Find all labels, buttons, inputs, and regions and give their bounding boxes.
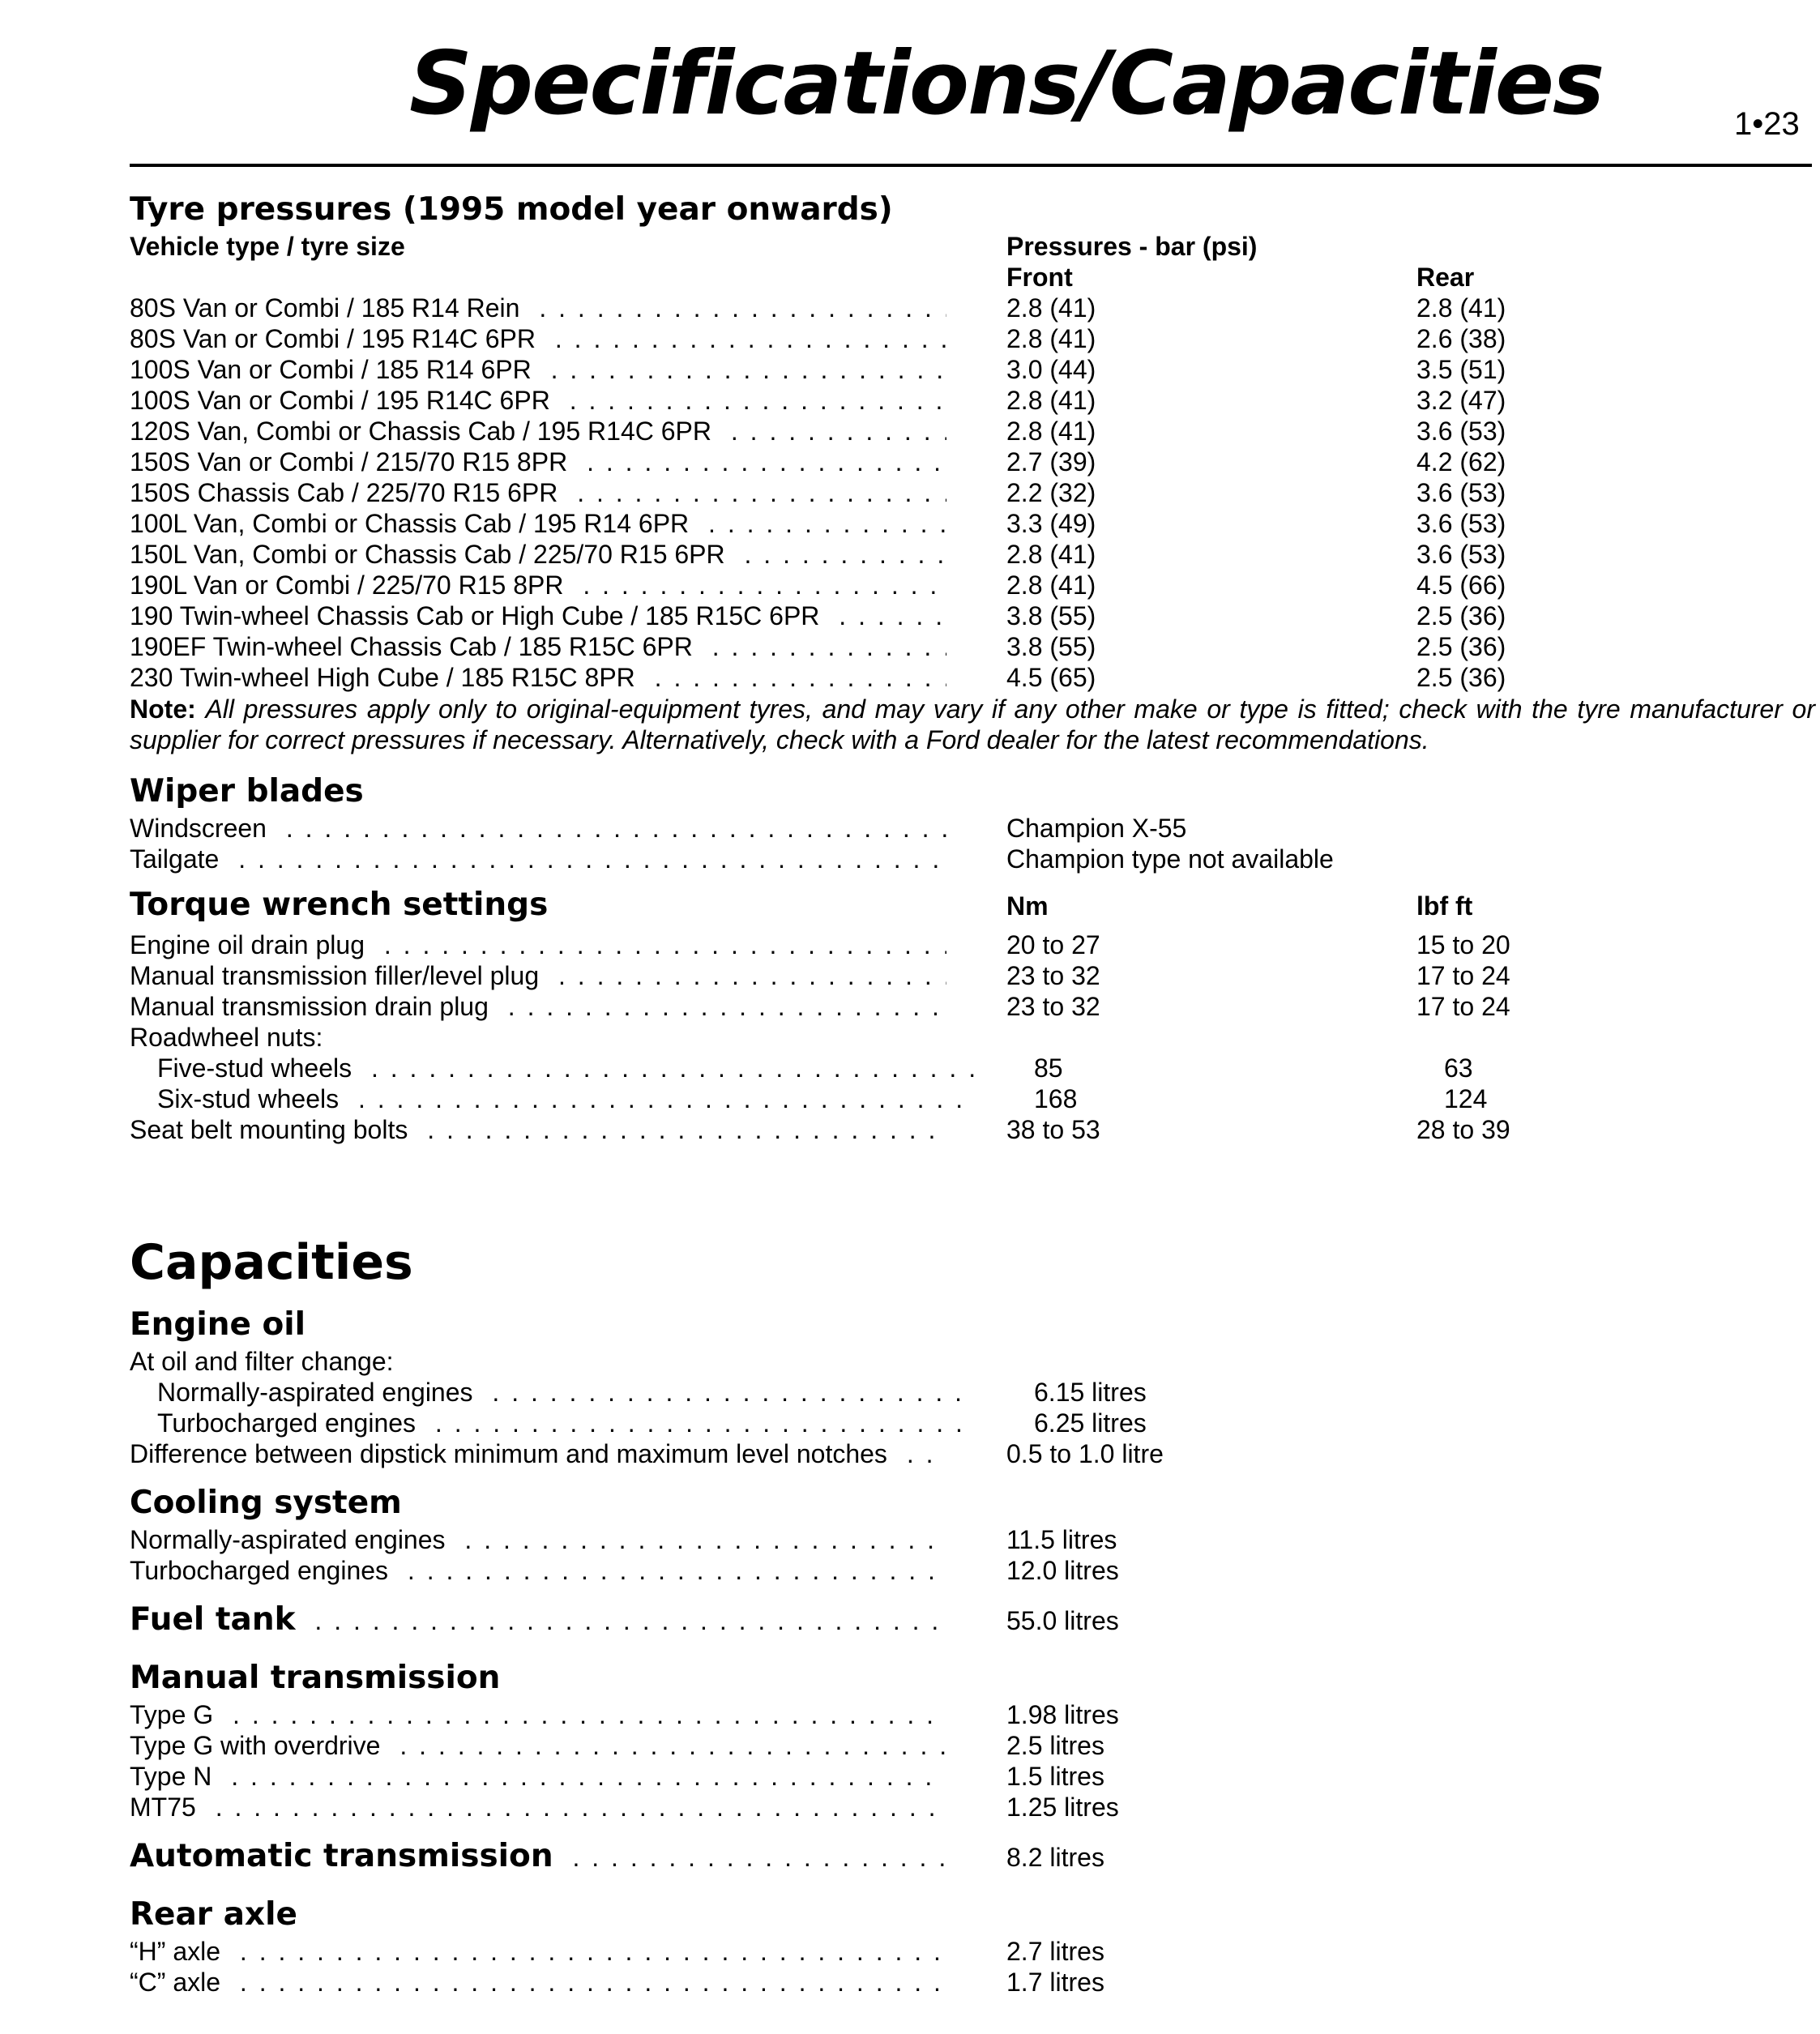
page-title: Specifications/Capacities — [409, 33, 1604, 135]
front-rear-header-row — [130, 263, 1815, 293]
tyre-row-label: 190EF Twin-wheel Chassis Cab / 185 R15C 6PR — [130, 632, 703, 661]
cooling-row-value-value: 12.0 litres — [1006, 1556, 1119, 1585]
torque-row-nm-value: 85 — [1034, 1053, 1063, 1083]
front-column-header: Front — [1006, 263, 1073, 292]
rear-axle-heading: Rear axle — [130, 1896, 297, 1933]
tyre-row-rear-value: 3.6 (53) — [1416, 540, 1506, 569]
tyre-row-label: 230 Twin-wheel High Cube / 185 R15C 8PR — [130, 663, 645, 692]
fuel-tank-row — [130, 1601, 1815, 1648]
capacities-section — [130, 1230, 1815, 1998]
torque-rows — [130, 930, 1815, 1146]
manual-transmission-row-value-value: 1.25 litres — [1006, 1793, 1119, 1822]
page-content — [130, 188, 1815, 1998]
torque-row — [130, 1053, 1815, 1084]
tyre-row — [130, 509, 1815, 540]
tyre-row-front-value: 2.8 (41) — [1006, 540, 1096, 569]
tyre-row-front-value: 3.8 (55) — [1006, 632, 1096, 661]
torque-row-lbf-value: 124 — [1444, 1084, 1488, 1113]
torque-row-lbf-value: 17 to 24 — [1416, 992, 1510, 1021]
tyre-row-label: 120S Van, Combi or Chassis Cab / 195 R14C 6PR — [130, 417, 721, 446]
tyre-row-rear-value: 2.5 (36) — [1416, 601, 1506, 630]
tyre-row-front-value: 2.8 (41) — [1006, 570, 1096, 600]
tyre-row-label: 100S Van or Combi / 195 R14C 6PR — [130, 386, 560, 415]
engine-oil-rows — [130, 1347, 1815, 1470]
engine-oil-row — [130, 1408, 1815, 1439]
manual-transmission-heading: Manual transmission — [130, 1660, 501, 1696]
tyre-row — [130, 540, 1815, 570]
tyre-row-rear-value: 3.5 (51) — [1416, 355, 1506, 384]
wiper-row-label: Windscreen — [130, 814, 276, 843]
wiper-blades-section — [130, 770, 1815, 875]
torque-row — [130, 992, 1815, 1023]
tyre-row-front-value: 3.3 (49) — [1006, 509, 1096, 538]
manual-transmission-rows — [130, 1700, 1815, 1823]
capacities-heading: Capacities — [130, 1234, 413, 1291]
tyre-row-rear-value: 3.6 (53) — [1416, 417, 1506, 446]
tyre-row — [130, 417, 1815, 447]
torque-row-label: Six-stud wheels — [157, 1084, 348, 1113]
torque-row — [130, 1023, 1815, 1053]
engine-oil-row-label: Normally-aspirated engines — [157, 1378, 483, 1407]
tyre-row-rear-value: 3.6 (53) — [1416, 478, 1506, 507]
tyre-row-front-value: 2.8 (41) — [1006, 293, 1096, 323]
tyre-pressures-section — [130, 188, 1815, 755]
cooling-row-label: Normally-aspirated engines — [130, 1525, 455, 1554]
manual-transmission-row-label: Type G with overdrive — [130, 1731, 390, 1760]
tyre-row — [130, 478, 1815, 509]
rear-axle-row-label: “H” axle — [130, 1937, 230, 1966]
tyre-row-label: 190L Van or Combi / 225/70 R15 8PR — [130, 570, 573, 600]
rear-axle-rows — [130, 1937, 1815, 1998]
tyre-row-front-value: 2.7 (39) — [1006, 447, 1096, 476]
cooling-system-rows — [130, 1525, 1815, 1587]
torque-row-nm-value: 38 to 53 — [1006, 1115, 1100, 1144]
note-body: All pressures apply only to original-equipment tyres, and may vary if any other make or type is fitted; check with the tyre manufacturer or supplier for correct pressures if necessary. Alternatively, check with a Ford dealer for the latest recommendations. — [130, 694, 1816, 754]
manual-transmission-row — [130, 1700, 1815, 1731]
rear-axle-row-label: “C” axle — [130, 1968, 230, 1997]
torque-row — [130, 930, 1815, 961]
torque-row-label: Engine oil drain plug — [130, 930, 374, 959]
pressures-column-header: Pressures - bar (psi) — [1006, 232, 1258, 261]
rear-axle-row — [130, 1968, 1815, 1998]
torque-row-nm-value: 23 to 32 — [1006, 992, 1100, 1021]
engine-oil-row-value-value: 6.15 litres — [1034, 1378, 1147, 1407]
tyre-pressure-rows — [130, 293, 1815, 694]
lbf-column-header: lbf ft — [1416, 891, 1473, 921]
tyre-row-label: 80S Van or Combi / 195 R14C 6PR — [130, 324, 545, 353]
tyre-row-front-value: 3.0 (44) — [1006, 355, 1096, 384]
tyre-row-label: 150S Chassis Cab / 225/70 R15 6PR — [130, 478, 567, 507]
cooling-row — [130, 1525, 1815, 1556]
fuel-tank-label: Fuel tank — [130, 1601, 305, 1638]
tyre-row — [130, 293, 1815, 324]
nm-column-header: Nm — [1006, 891, 1049, 921]
engine-oil-row-label: At oil and filter change: — [130, 1347, 404, 1376]
manual-transmission-row — [130, 1762, 1815, 1793]
torque-row-nm-value: 168 — [1034, 1084, 1078, 1113]
engine-oil-row-label: Turbocharged engines — [157, 1408, 425, 1438]
tyre-row-rear-value: 2.5 (36) — [1416, 632, 1506, 661]
tyre-row — [130, 386, 1815, 417]
torque-row — [130, 961, 1815, 992]
manual-transmission-row-value-value: 1.5 litres — [1006, 1762, 1104, 1791]
tyre-row-rear-value: 3.2 (47) — [1416, 386, 1506, 415]
tyre-row-label: 150S Van or Combi / 215/70 R15 8PR — [130, 447, 577, 476]
wiper-row-label: Tailgate — [130, 844, 229, 874]
manual-transmission-row-value-value: 2.5 litres — [1006, 1731, 1104, 1760]
engine-oil-row-value-value: 0.5 to 1.0 litre — [1006, 1439, 1164, 1468]
note-lead: Note: — [130, 694, 196, 724]
engine-oil-row-value-value: 6.25 litres — [1034, 1408, 1147, 1438]
wiper-row-value-value: Champion type not available — [1006, 844, 1334, 874]
wiper-row-value-value: Champion X-55 — [1006, 814, 1187, 843]
torque-row — [130, 1084, 1815, 1115]
torque-header-row — [130, 883, 1815, 930]
tyre-row-front-value: 3.8 (55) — [1006, 601, 1096, 630]
torque-row-lbf-value: 63 — [1444, 1053, 1473, 1083]
fuel-tank-value: 55.0 litres — [1006, 1606, 1119, 1635]
tyre-row-rear-value: 3.6 (53) — [1416, 509, 1506, 538]
torque-row-label: Manual transmission drain plug — [130, 992, 498, 1021]
torque-row-label: Seat belt mounting bolts — [130, 1115, 417, 1144]
cooling-row-value-value: 11.5 litres — [1006, 1525, 1117, 1554]
tyre-pressure-note — [130, 694, 1815, 755]
manual-transmission-row-label: Type G — [130, 1700, 223, 1729]
cooling-row-label: Turbocharged engines — [130, 1556, 398, 1585]
automatic-transmission-value: 8.2 litres — [1006, 1843, 1104, 1872]
torque-row-label: Manual transmission filler/level plug — [130, 961, 549, 990]
manual-transmission-row — [130, 1793, 1815, 1823]
rear-column-header: Rear — [1416, 263, 1475, 292]
torque-row-nm-value: 20 to 27 — [1006, 930, 1100, 959]
rear-axle-row-value-value: 2.7 litres — [1006, 1937, 1104, 1966]
tyre-row-rear-value: 2.8 (41) — [1416, 293, 1506, 323]
torque-row-lbf-value: 17 to 24 — [1416, 961, 1510, 990]
tyre-row-rear-value: 4.5 (66) — [1416, 570, 1506, 600]
torque-row-nm-value: 23 to 32 — [1006, 961, 1100, 990]
tyre-row — [130, 570, 1815, 601]
automatic-transmission-label: Automatic transmission — [130, 1838, 563, 1874]
engine-oil-heading: Engine oil — [130, 1306, 306, 1343]
tyre-row — [130, 355, 1815, 386]
wiper-row — [130, 844, 1815, 875]
torque-row-label: Five-stud wheels — [157, 1053, 361, 1083]
torque-row — [130, 1115, 1815, 1146]
engine-oil-row — [130, 1347, 1815, 1378]
cooling-system-heading: Cooling system — [130, 1485, 402, 1521]
tyre-pressures-heading: Tyre pressures (1995 model year onwards) — [130, 191, 893, 228]
tyre-row-label: 80S Van or Combi / 185 R14 Rein — [130, 293, 529, 323]
manual-transmission-row-label: MT75 — [130, 1793, 206, 1822]
rear-axle-row-value-value: 1.7 litres — [1006, 1968, 1104, 1997]
page-number: 1•23 — [1734, 106, 1800, 142]
engine-oil-row — [130, 1378, 1815, 1408]
torque-row-lbf-value: 28 to 39 — [1416, 1115, 1510, 1144]
tyre-row-rear-value: 2.5 (36) — [1416, 663, 1506, 692]
manual-transmission-row-value-value: 1.98 litres — [1006, 1700, 1119, 1729]
header-rule — [130, 164, 1812, 167]
rear-axle-row — [130, 1937, 1815, 1968]
tyre-row-front-value: 2.8 (41) — [1006, 417, 1096, 446]
wiper-blades-heading: Wiper blades — [130, 773, 364, 810]
tyre-row-front-value: 4.5 (65) — [1006, 663, 1096, 692]
wiper-blade-rows — [130, 814, 1815, 875]
cooling-row — [130, 1556, 1815, 1587]
tyre-row-rear-value: 2.6 (38) — [1416, 324, 1506, 353]
tyre-pressures-header-row — [130, 232, 1815, 263]
tyre-row-label: 100L Van, Combi or Chassis Cab / 195 R14 6PR — [130, 509, 699, 538]
tyre-row — [130, 447, 1815, 478]
tyre-row-front-value: 2.2 (32) — [1006, 478, 1096, 507]
tyre-row-label: 100S Van or Combi / 185 R14 6PR — [130, 355, 541, 384]
vehicle-type-column-header: Vehicle type / tyre size — [130, 232, 405, 261]
manual-transmission-row — [130, 1731, 1815, 1762]
engine-oil-row-label: Difference between dipstick minimum and maximum level notches — [130, 1439, 897, 1468]
tyre-row — [130, 601, 1815, 632]
manual-transmission-row-label: Type N — [130, 1762, 221, 1791]
tyre-row-label: 150L Van, Combi or Chassis Cab / 225/70 R15 6PR — [130, 540, 735, 569]
tyre-row-front-value: 2.8 (41) — [1006, 386, 1096, 415]
tyre-row-rear-value: 4.2 (62) — [1416, 447, 1506, 476]
tyre-row — [130, 324, 1815, 355]
tyre-row — [130, 663, 1815, 694]
torque-section — [130, 883, 1815, 1146]
tyre-row-front-value: 2.8 (41) — [1006, 324, 1096, 353]
engine-oil-row — [130, 1439, 1815, 1470]
torque-row-lbf-value: 15 to 20 — [1416, 930, 1510, 959]
tyre-row-label: 190 Twin-wheel Chassis Cab or High Cube / 185 R15C 6PR — [130, 601, 829, 630]
tyre-row — [130, 632, 1815, 663]
torque-row-label: Roadwheel nuts: — [130, 1023, 332, 1052]
wiper-row — [130, 814, 1815, 844]
torque-heading: Torque wrench settings — [130, 887, 549, 923]
automatic-transmission-row — [130, 1838, 1815, 1885]
